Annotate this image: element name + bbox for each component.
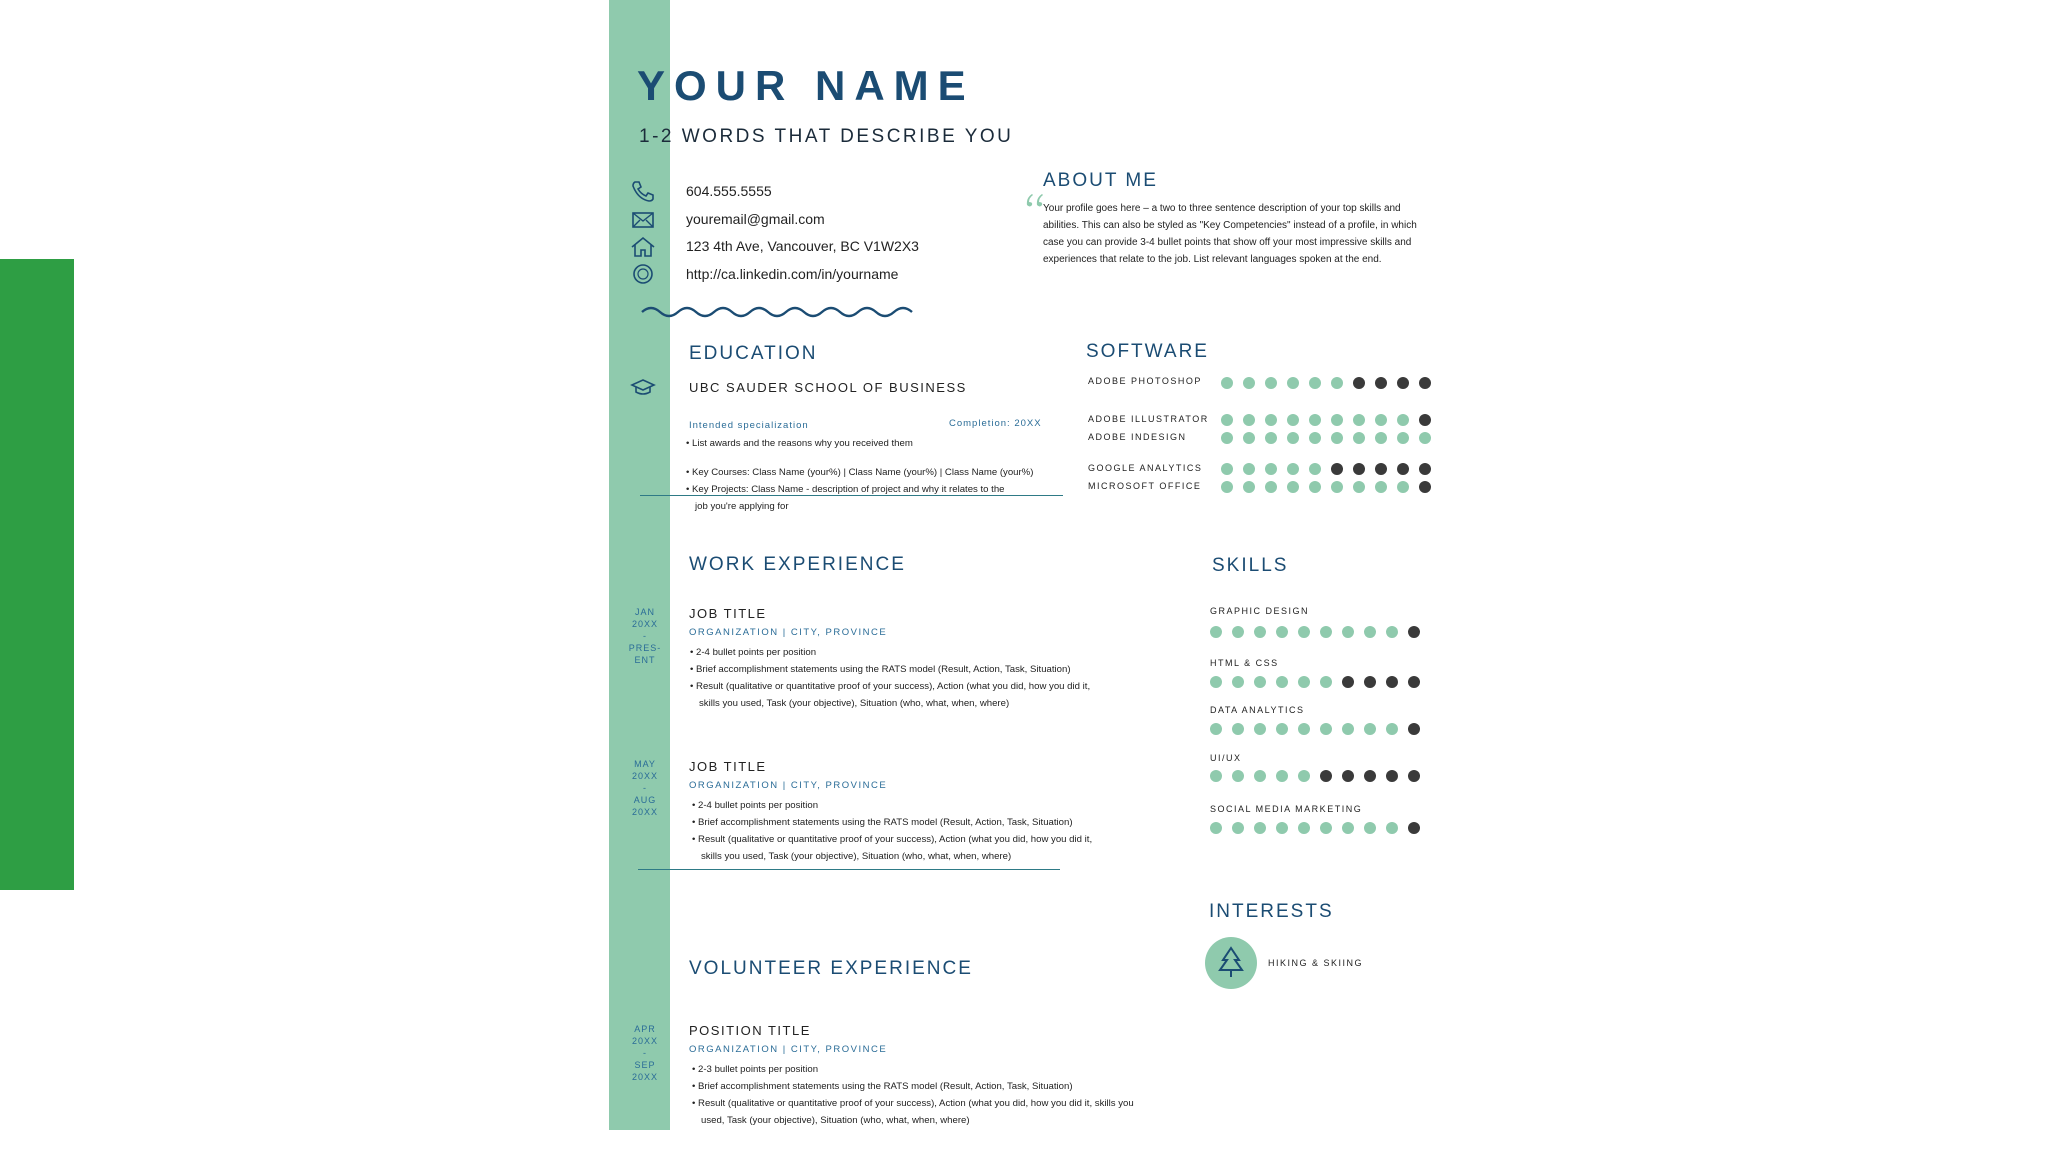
software-rating-dot (1419, 463, 1431, 475)
software-rating-dot (1309, 377, 1321, 389)
software-rating-dot (1309, 414, 1321, 426)
about-line: abilities. This can also be styled as "Key Competencies" instead of a profile, in which (1043, 220, 1417, 231)
skill-label: HTML & CSS (1210, 658, 1279, 668)
skill-rating-dot (1342, 723, 1354, 735)
skill-rating-dot (1254, 626, 1266, 638)
education-school: UBC SAUDER SCHOOL OF BUSINESS (689, 380, 967, 395)
graduation-cap-icon (630, 378, 656, 398)
skill-rating-dot (1320, 676, 1332, 688)
skill-rating-dot (1320, 626, 1332, 638)
job-dates: MAY 20XX - AUG 20XX (631, 759, 659, 817)
software-rating-dot (1265, 414, 1277, 426)
job-bullet-continued: skills you used, Task (your objective), Situation (who, what, when, where) (699, 698, 1010, 709)
education-title: EDUCATION (689, 343, 818, 364)
contact-email[interactable]: youremail@gmail.com (686, 211, 825, 227)
software-rating-dot (1221, 414, 1233, 426)
software-rating-dot (1397, 432, 1409, 444)
wavy-divider (640, 302, 920, 322)
resume-tagline: 1-2 WORDS THAT DESCRIBE YOU (639, 126, 1014, 147)
skill-rating-dot (1408, 822, 1420, 834)
software-rating-dot (1353, 414, 1365, 426)
software-rating-dot (1375, 432, 1387, 444)
software-rating-dot (1375, 414, 1387, 426)
home-icon (630, 236, 656, 258)
software-rating-dot (1287, 377, 1299, 389)
software-rating-dot (1243, 377, 1255, 389)
skill-rating-dot (1276, 822, 1288, 834)
job-dates: JAN 20XX - PRES- ENT (628, 607, 662, 665)
skill-rating-dot (1232, 676, 1244, 688)
volunteer-organization: ORGANIZATION | CITY, PROVINCE (689, 1044, 888, 1055)
skill-rating-dot (1210, 770, 1222, 782)
job-bullet: • 2-4 bullet points per position (692, 800, 819, 811)
about-line: experiences that relate to the job. List relevant languages spoken at the end. (1043, 254, 1382, 265)
skill-rating-dot (1276, 676, 1288, 688)
skill-rating-dot (1232, 626, 1244, 638)
skill-rating-dot (1298, 676, 1310, 688)
skill-rating-dot (1276, 770, 1288, 782)
software-rating-dot (1375, 377, 1387, 389)
skill-rating-dot (1364, 626, 1376, 638)
skill-rating-dot (1342, 770, 1354, 782)
software-rating-dot (1287, 432, 1299, 444)
software-label: GOOGLE ANALYTICS (1088, 463, 1203, 473)
about-title: ABOUT ME (1043, 170, 1158, 191)
education-divider (640, 495, 1063, 496)
skill-rating-dot (1320, 822, 1332, 834)
skill-rating-dot (1386, 770, 1398, 782)
software-rating-dot (1309, 481, 1321, 493)
phone-icon (630, 180, 656, 202)
about-text (1043, 200, 1443, 268)
skill-rating-dot (1342, 626, 1354, 638)
skill-rating-dot (1210, 676, 1222, 688)
software-rating-dot (1331, 377, 1343, 389)
skill-rating-dot (1210, 626, 1222, 638)
skill-rating-dot (1364, 822, 1376, 834)
software-rating-dot (1419, 414, 1431, 426)
skill-rating-dot (1386, 676, 1398, 688)
software-rating-dot (1353, 481, 1365, 493)
software-rating-dot (1287, 481, 1299, 493)
skill-rating-dot (1254, 770, 1266, 782)
education-bullet-continued: job you're applying for (695, 501, 789, 512)
software-rating-dot (1331, 463, 1343, 475)
resume-name: YOUR NAME (637, 62, 975, 109)
software-rating-dot (1397, 481, 1409, 493)
skill-rating-dot (1254, 822, 1266, 834)
contact-address: 123 4th Ave, Vancouver, BC V1W2X3 (686, 238, 919, 254)
skill-rating-dot (1210, 822, 1222, 834)
skill-rating-dot (1408, 676, 1420, 688)
software-rating-dot (1243, 414, 1255, 426)
skill-rating-dot (1364, 723, 1376, 735)
skill-rating-dot (1298, 626, 1310, 638)
software-rating-dot (1353, 463, 1365, 475)
job-title: JOB TITLE (689, 759, 767, 774)
skill-rating-dot (1408, 723, 1420, 735)
software-rating-dot (1243, 463, 1255, 475)
skill-label: DATA ANALYTICS (1210, 705, 1305, 715)
volunteer-bullet: • Result (qualitative or quantitative proof of your success), Action (what you did, how you did it, skills you (692, 1098, 1134, 1109)
contact-linkedin[interactable]: http://ca.linkedin.com/in/yourname (686, 266, 899, 282)
software-title: SOFTWARE (1086, 341, 1209, 362)
software-rating-dot (1353, 432, 1365, 444)
skill-label: GRAPHIC DESIGN (1210, 606, 1310, 616)
software-rating-dot (1221, 463, 1233, 475)
skill-rating-dot (1232, 770, 1244, 782)
interest-label: HIKING & SKIING (1268, 958, 1364, 968)
volunteer-dates: APR 20XX - SEP 20XX (631, 1024, 659, 1082)
education-bullet: • Key Projects: Class Name - description of project and why it relates to the (686, 484, 1005, 495)
skill-rating-dot (1364, 676, 1376, 688)
software-rating-dot (1331, 414, 1343, 426)
skill-rating-dot (1364, 770, 1376, 782)
skill-rating-dot (1254, 676, 1266, 688)
skill-rating-dot (1298, 770, 1310, 782)
skill-rating-dot (1342, 676, 1354, 688)
skill-rating-dot (1276, 723, 1288, 735)
linkedin-icon (630, 263, 656, 285)
education-bullet: • Key Courses: Class Name (your%) | Class Name (your%) | Class Name (your%) (686, 467, 1034, 478)
job-bullet: • 2-4 bullet points per position (690, 647, 817, 658)
software-rating-dot (1287, 414, 1299, 426)
email-icon (630, 209, 656, 231)
skill-rating-dot (1408, 770, 1420, 782)
job-bullet: • Result (qualitative or quantitative proof of your success), Action (what you did, how you did it, (690, 681, 1091, 692)
software-rating-dot (1353, 377, 1365, 389)
software-rating-dot (1397, 463, 1409, 475)
skill-rating-dot (1232, 723, 1244, 735)
skill-label: SOCIAL MEDIA MARKETING (1210, 804, 1363, 814)
software-rating-dot (1309, 432, 1321, 444)
software-rating-dot (1397, 377, 1409, 389)
skill-rating-dot (1298, 723, 1310, 735)
job-organization: ORGANIZATION | CITY, PROVINCE (689, 780, 888, 791)
software-rating-dot (1221, 432, 1233, 444)
software-rating-dot (1375, 481, 1387, 493)
software-rating-dot (1221, 377, 1233, 389)
skill-rating-dot (1254, 723, 1266, 735)
software-rating-dot (1419, 377, 1431, 389)
contact-phone: 604.555.5555 (686, 183, 772, 199)
job-bullet: • Brief accomplishment statements using the RATS model (Result, Action, Task, Situation) (690, 664, 1071, 675)
software-rating-dot (1265, 481, 1277, 493)
software-label: MICROSOFT OFFICE (1088, 481, 1202, 491)
education-bullet: • List awards and the reasons why you received them (686, 438, 913, 449)
job-bullet: • Result (qualitative or quantitative proof of your success), Action (what you did, how you did it, (692, 834, 1093, 845)
tree-icon (1205, 937, 1257, 989)
skill-rating-dot (1320, 723, 1332, 735)
software-rating-dot (1265, 432, 1277, 444)
skill-rating-dot (1320, 770, 1332, 782)
volunteer-bullet: • Brief accomplishment statements using the RATS model (Result, Action, Task, Situation) (692, 1081, 1073, 1092)
software-rating-dot (1221, 481, 1233, 493)
resume-side-strip (609, 0, 670, 1130)
skill-rating-dot (1386, 723, 1398, 735)
skill-rating-dot (1298, 822, 1310, 834)
software-rating-dot (1265, 463, 1277, 475)
job-organization: ORGANIZATION | CITY, PROVINCE (689, 627, 888, 638)
skills-title: SKILLS (1212, 555, 1289, 576)
work-title: WORK EXPERIENCE (689, 554, 906, 575)
job-bullet: • Brief accomplishment statements using the RATS model (Result, Action, Task, Situation) (692, 817, 1073, 828)
software-rating-dot (1243, 481, 1255, 493)
software-label: ADOBE INDESIGN (1088, 432, 1187, 442)
interests-title: INTERESTS (1209, 901, 1334, 922)
skill-rating-dot (1342, 822, 1354, 834)
skill-rating-dot (1408, 626, 1420, 638)
green-side-bar (0, 259, 74, 890)
software-rating-dot (1309, 463, 1321, 475)
software-rating-dot (1419, 481, 1431, 493)
volunteer-bullet: • 2-3 bullet points per position (692, 1064, 819, 1075)
job-bullet-continued: skills you used, Task (your objective), Situation (who, what, when, where) (701, 851, 1012, 862)
software-rating-dot (1331, 432, 1343, 444)
about-line: Your profile goes here – a two to three sentence description of your top skills and (1043, 203, 1401, 214)
software-label: ADOBE ILLUSTRATOR (1088, 414, 1209, 424)
software-rating-dot (1331, 481, 1343, 493)
work-divider (638, 869, 1060, 870)
skill-rating-dot (1386, 626, 1398, 638)
skill-rating-dot (1232, 822, 1244, 834)
software-rating-dot (1419, 432, 1431, 444)
volunteer-title: VOLUNTEER EXPERIENCE (689, 958, 973, 979)
software-rating-dot (1265, 377, 1277, 389)
about-line: case you can provide 3-4 bullet points that show off your most impressive skills and (1043, 237, 1412, 248)
volunteer-position: POSITION TITLE (689, 1023, 811, 1038)
job-title: JOB TITLE (689, 606, 767, 621)
volunteer-bullet-continued: used, Task (your objective), Situation (who, what, when, where) (701, 1115, 970, 1126)
skill-rating-dot (1386, 822, 1398, 834)
software-rating-dot (1287, 463, 1299, 475)
software-rating-dot (1375, 463, 1387, 475)
software-label: ADOBE PHOTOSHOP (1088, 376, 1202, 386)
software-rating-dot (1243, 432, 1255, 444)
software-rating-dot (1397, 414, 1409, 426)
skill-rating-dot (1210, 723, 1222, 735)
education-specialization: Intended specialization (689, 420, 809, 431)
skill-label: UI/UX (1210, 753, 1242, 763)
education-completion: Completion: 20XX (949, 418, 1042, 429)
skill-rating-dot (1276, 626, 1288, 638)
